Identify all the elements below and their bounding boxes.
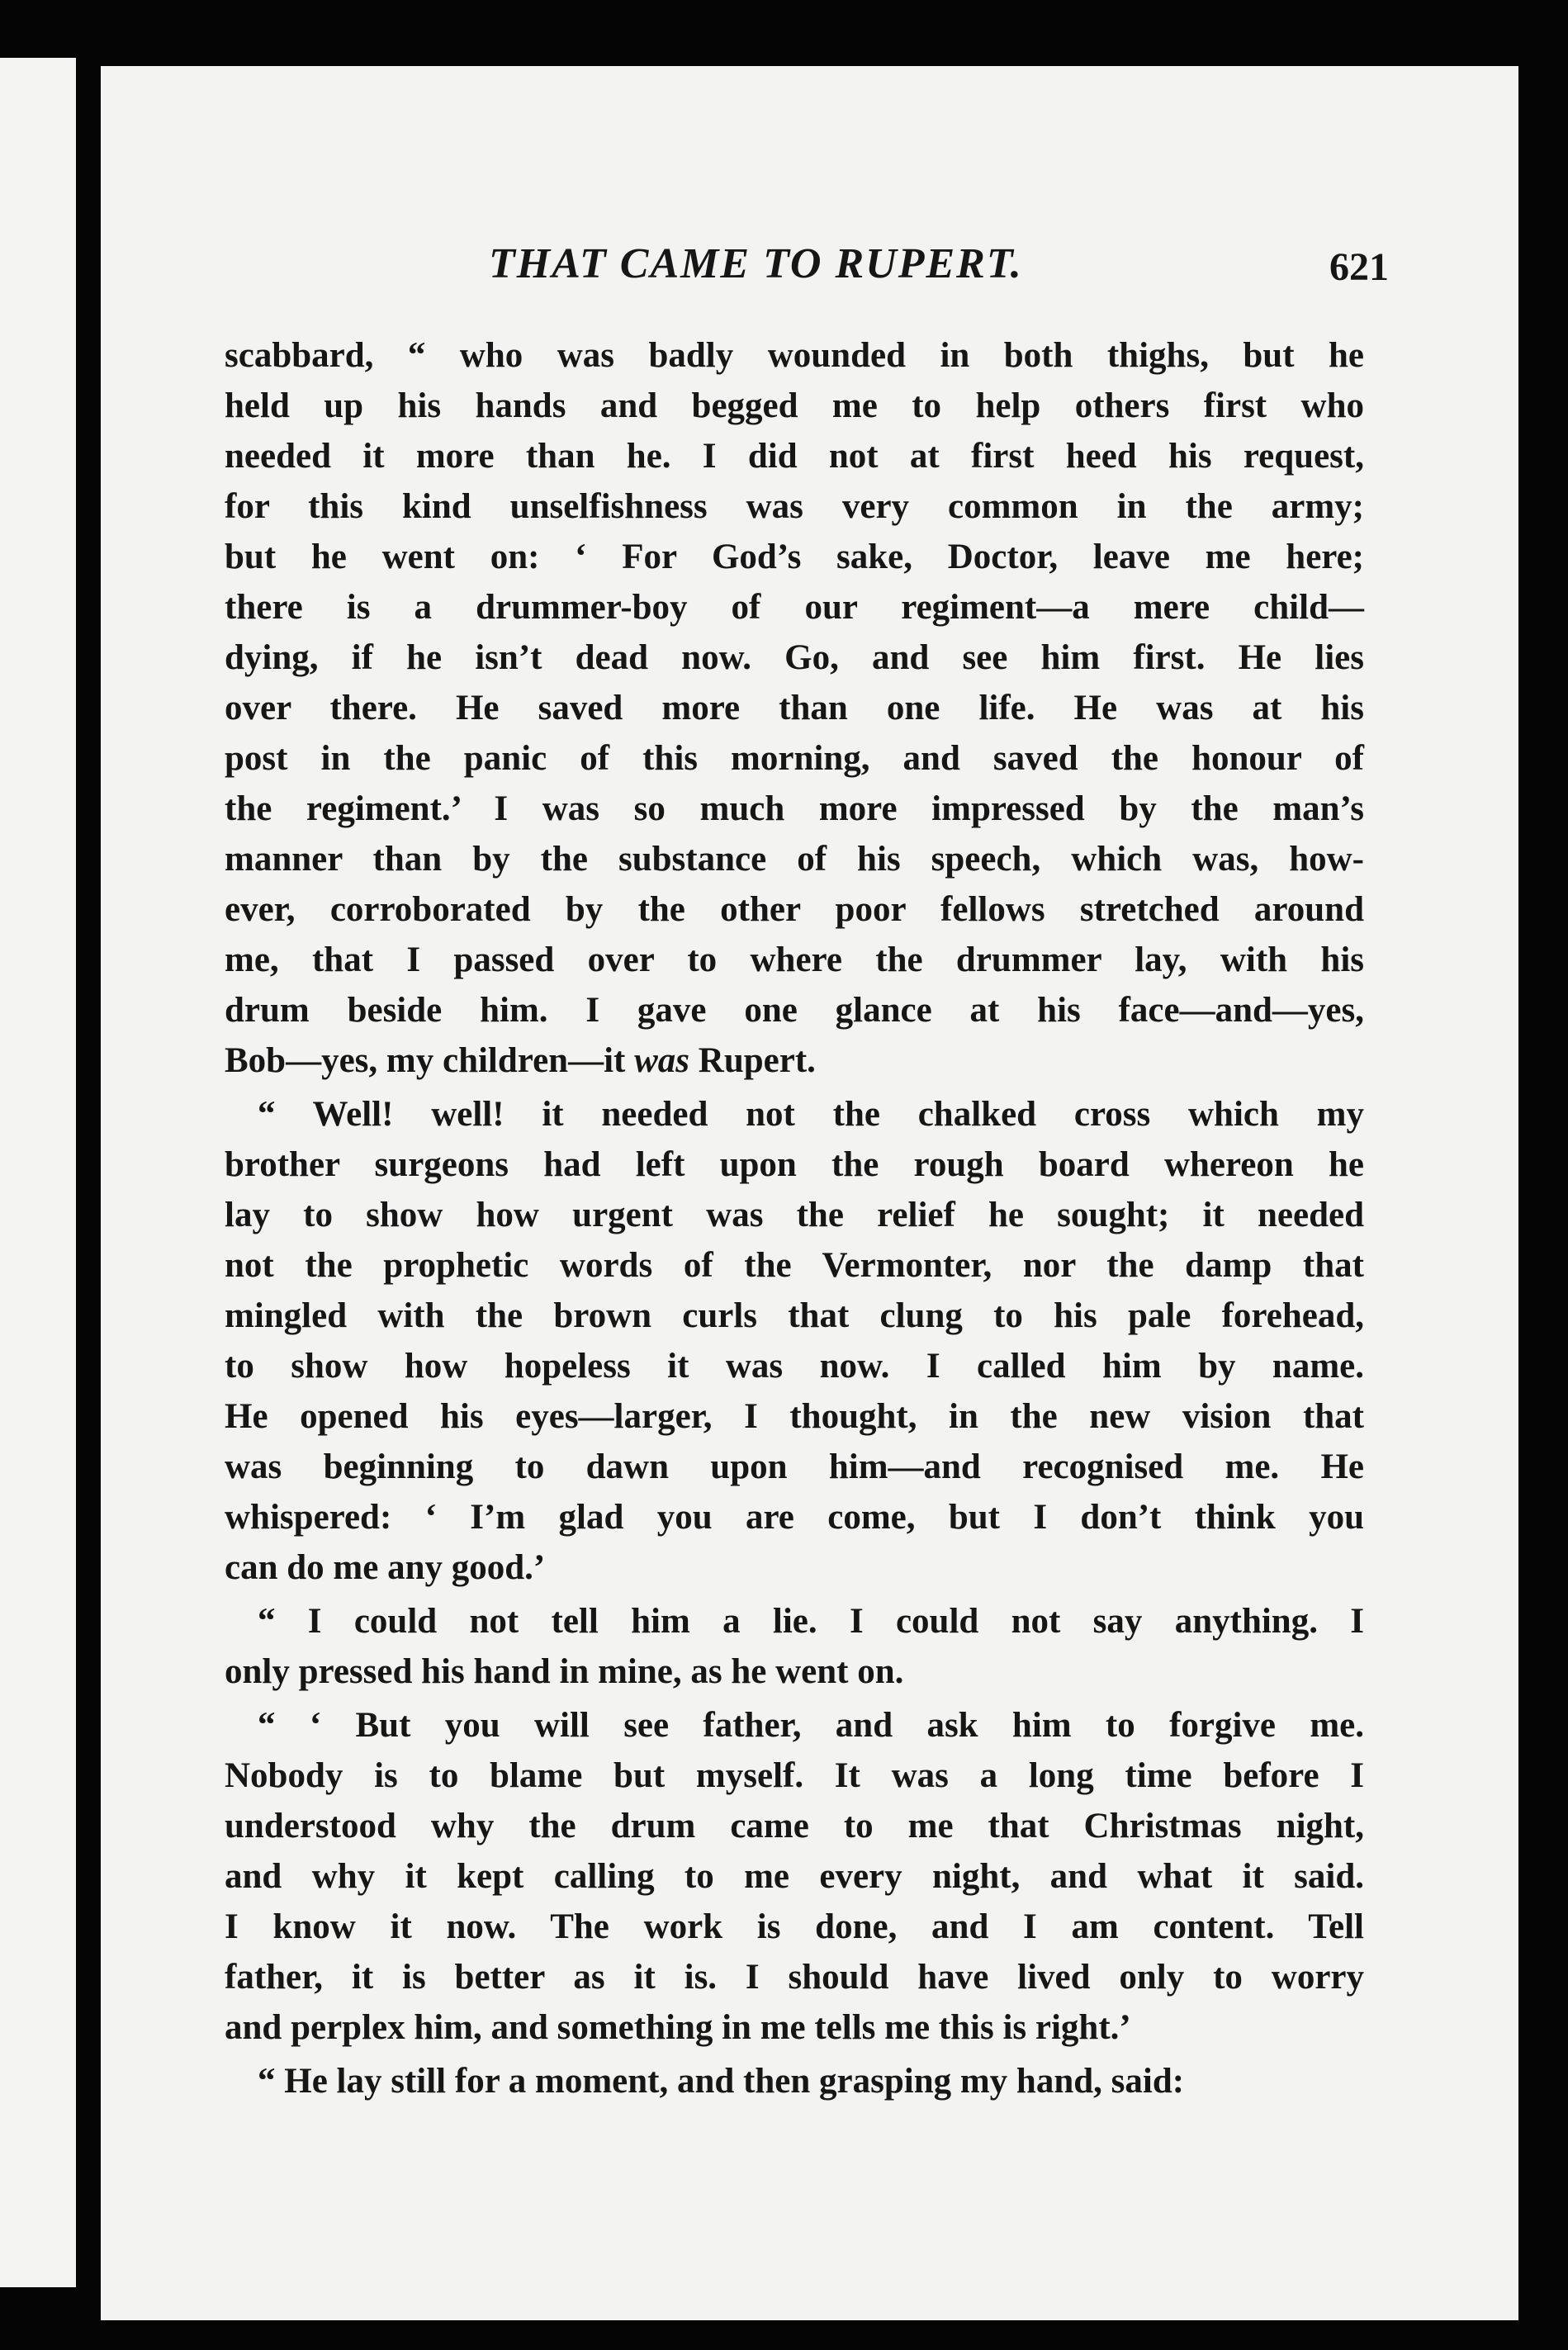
page xyxy=(101,66,1518,2320)
text-line: Bob—yes, my children—it was Rupert. xyxy=(225,1041,816,1080)
text-line: not the prophetic words of the Vermonter, nor the damp that xyxy=(225,1246,1364,1285)
paragraph xyxy=(225,330,1364,1086)
paragraph xyxy=(225,1089,1364,1593)
text-line: whispered: ‘ I’m glad you are come, but I don’t think you xyxy=(225,1498,1364,1537)
running-title: THAT CAME TO RUPERT. xyxy=(489,240,1023,287)
text-line: can do me any good.’ xyxy=(225,1548,546,1587)
facing-page-edge xyxy=(0,58,76,2287)
running-head xyxy=(225,239,1389,330)
text-line: “ He lay still for a moment, and then grasping my hand, said: xyxy=(258,2062,1185,2101)
text-line: He opened his eyes—larger, I thought, in the new vision that xyxy=(225,1397,1364,1436)
paragraph xyxy=(225,1700,1364,2053)
text-line: held up his hands and begged me to help others first who xyxy=(225,386,1364,425)
text-line: manner than by the substance of his speech, which was, how- xyxy=(225,840,1364,879)
paragraph xyxy=(225,1596,1364,1697)
text-line: there is a drummer-boy of our regiment—a mere child— xyxy=(225,588,1364,627)
text-line: me, that I passed over to where the drummer lay, with his xyxy=(225,940,1364,979)
text-line: drum beside him. I gave one glance at his face—and—yes, xyxy=(225,991,1364,1030)
text-line: “ Well! well! it needed not the chalked cross which my xyxy=(258,1095,1364,1134)
text-line: Nobody is to blame but myself. It was a long time before I xyxy=(225,1756,1364,1795)
text-line: father, it is better as it is. I should have lived only to worry xyxy=(225,1958,1364,1997)
text-line: but he went on: ‘ For God’s sake, Doctor, leave me here; xyxy=(225,538,1364,576)
text-line: and why it kept calling to me every night, and what it said. xyxy=(225,1857,1364,1896)
text-line: mingled with the brown curls that clung to his pale forehead, xyxy=(225,1296,1364,1335)
text-line: the regiment.’ I was so much more impressed by the man’s xyxy=(225,789,1364,828)
text-line: understood why the drum came to me that Christmas night, xyxy=(225,1807,1364,1845)
page-number: 621 xyxy=(1329,245,1389,289)
text-line: dying, if he isn’t dead now. Go, and see him first. He lies xyxy=(225,638,1364,677)
text-line: “ I could not tell him a lie. I could not say anything. I xyxy=(258,1602,1364,1641)
text-line: ever, corroborated by the other poor fellows stretched around xyxy=(225,890,1364,929)
text-line: only pressed his hand in mine, as he went on. xyxy=(225,1652,904,1691)
text-line: for this kind unselfishness was very common in the army; xyxy=(225,487,1364,526)
text-line: scabbard, “ who was badly wounded in both thighs, but he xyxy=(225,336,1364,375)
text-line: post in the panic of this morning, and saved the honour of xyxy=(225,739,1364,778)
text-line: “ ‘ But you will see father, and ask him to forgive me. xyxy=(258,1706,1364,1745)
text-line: brother surgeons had left upon the rough board whereon he xyxy=(225,1145,1364,1184)
text-line: and perplex him, and something in me tells me this is right.’ xyxy=(225,2008,1131,2047)
book-gutter xyxy=(76,50,101,2329)
text-line: needed it more than he. I did not at first heed his request, xyxy=(225,437,1364,476)
text-line: was beginning to dawn upon him—and recognised me. He xyxy=(225,1447,1364,1486)
text-line: lay to show how urgent was the relief he sought; it needed xyxy=(225,1196,1364,1234)
paragraph xyxy=(225,2056,1364,2106)
text-line: I know it now. The work is done, and I am content. Tell xyxy=(225,1907,1364,1946)
text-line: to show how hopeless it was now. I called him by name. xyxy=(225,1347,1364,1386)
text-line: over there. He saved more than one life. He was at his xyxy=(225,689,1364,727)
page-content xyxy=(225,239,1389,2106)
